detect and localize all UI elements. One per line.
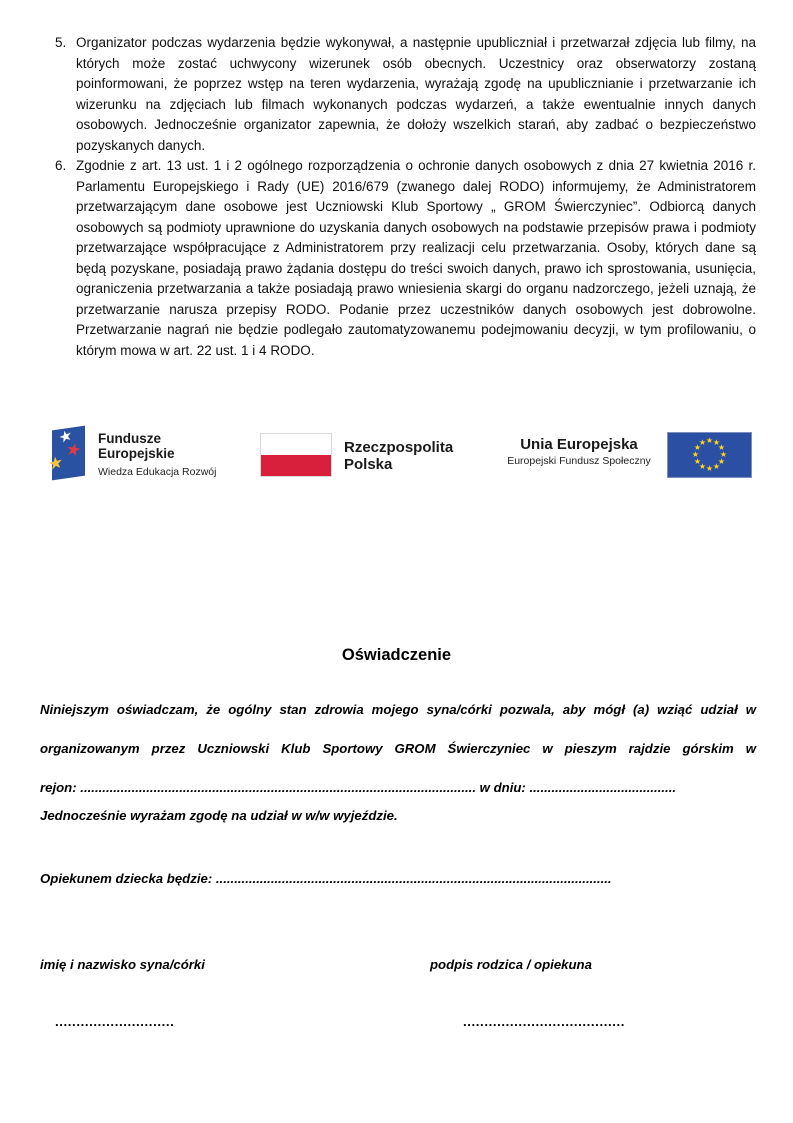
yellow-star-icon: ★ — [47, 452, 65, 475]
fundusze-title-line2: Europejskie — [98, 446, 175, 461]
list-item-6 — [55, 156, 756, 361]
signature-label-parent: podpis rodzica / opiekuna — [430, 957, 592, 972]
eu-star-icon: ★ — [719, 450, 728, 459]
eu-star-icon: ★ — [705, 464, 714, 473]
consent-statement: Jednocześnie wyrażam zgodę na udział w w/w wyjeździe. — [40, 808, 398, 823]
declaration-line-1: Niniejszym oświadczam, że ogólny stan zdrowia mojego syna/córki pozwala, aby mógł (a) wziąć udział w — [40, 702, 756, 717]
eu-star-icon: ★ — [705, 436, 714, 445]
declaration-heading: Oświadczenie — [341, 646, 452, 664]
declaration-line-2: organizowanym przez Uczniowski Klub Sportowy GROM Świerczyniec w pieszym rajdzie górskim w — [40, 741, 756, 756]
list-item-text: Organizator podczas wydarzenia będzie wykonywał, a następnie upubliczniał i przetwarzał zdjęcia lub filmy, na których może zostać uchwycony wizerunek osób obecnych. Uczestnicy oraz obserwatorzy zostaną poinformowani, że poprzez wstęp na teren wydarzenia, wyrażają zgodę na upublicznianie i przetwarzanie ich wizerunku na zdjęciach lub filmach wykonanych podczas wydarzeń, a także ewentualnie innych danych osobowych. Jednocześnie organizator zapewnia, że dołoży wszelkich starań, aby zadbać o bezpieczeństwo pozyskanych danych. — [76, 35, 756, 153]
eu-subtitle: Europejski Fundusz Społeczny — [507, 455, 651, 467]
eu-star-icon: ★ — [717, 457, 726, 466]
eu-title: Unia Europejska — [520, 436, 638, 453]
list-item-text: Zgodnie z art. 13 ust. 1 i 2 ogólnego rozporządzenia o ochronie danych osobowych z dnia 27 kwietnia 2016 r. Parlamentu Europejskiego i Rady (UE) 2016/679 (zwanego dalej RODO) informujemy, że Administratorem przetwarzającym dane osobowe jest Uczniowski Klub Sportowy „ GROM Świerczyniec”. Odbiorcą danych osobowych są podmioty uprawnione do uzyskania danych osobowych na podstawie przepisów prawa i podmioty przetwarzające współpracujące z Administratorem przy realizacji celu przetwarzania. Osoby, których dane są będą pozyskane, posiadają prawo żądania dostępu do treści swoich danych, prawo ich sprostowania, usunięcia, ograniczenia przetwarzania a także posiadają prawo wniesienia skargi do organu nadzorczego, jeżeli uznają, że przetwarzanie narusza przepisy RODO. Podanie przez uczestników danych osobowych jest dobrowolne. Przetwarzanie nagrań nie będzie podlegało zautomatyzowanemu podejmowaniu decyzji, w tym profilowaniu, o którym mowa w art. 22 ust. 1 i 4 RODO. — [76, 158, 756, 358]
declaration-line-3-fill-in: rejon: ............................................................................................................ w dniu: ........................................ — [40, 780, 677, 795]
list-item-5 — [55, 33, 756, 156]
eu-star-icon: ★ — [712, 438, 721, 447]
eu-flag-icon — [667, 432, 752, 478]
eu-star-icon: ★ — [717, 443, 726, 452]
eu-star-icon: ★ — [698, 462, 707, 471]
red-star-icon: ★ — [63, 439, 84, 461]
fundusze-subtitle: Wiedza Edukacja Rozwój — [98, 466, 217, 478]
eu-star-icon: ★ — [693, 443, 702, 452]
fundusze-europejskie-flag-icon — [47, 426, 85, 481]
poland-title-line1: Rzeczpospolita — [344, 439, 454, 456]
unia-europejska-logo — [500, 432, 752, 478]
eu-star-icon: ★ — [712, 462, 721, 471]
eu-star-icon: ★ — [693, 457, 702, 466]
poland-title-line2: Polska — [344, 455, 393, 473]
numbered-list — [55, 33, 756, 361]
signature-label-child: imię i nazwisko syna/córki — [40, 957, 205, 972]
signature-line-parent: ...................................... — [463, 1014, 626, 1029]
poland-flag-icon — [260, 433, 332, 477]
eu-star-icon: ★ — [698, 438, 707, 447]
list-item-number: 5. — [55, 35, 67, 50]
fundusze-europejskie-text — [98, 428, 216, 478]
list-item-number: 6. — [55, 158, 67, 173]
fundusze-europejskie-logo — [47, 426, 217, 478]
fundusze-title-line1: Fundusze — [98, 431, 161, 446]
signature-line-child: ............................ — [55, 1014, 175, 1029]
declaration-paragraph — [40, 690, 756, 807]
eu-star-icon: ★ — [691, 450, 700, 459]
guardian-fill-in-line: Opiekunem dziecka będzie: ............................................................................................................ — [40, 871, 612, 886]
white-star-icon: ★ — [57, 426, 75, 448]
rzeczpospolita-polska-logo — [260, 433, 453, 477]
